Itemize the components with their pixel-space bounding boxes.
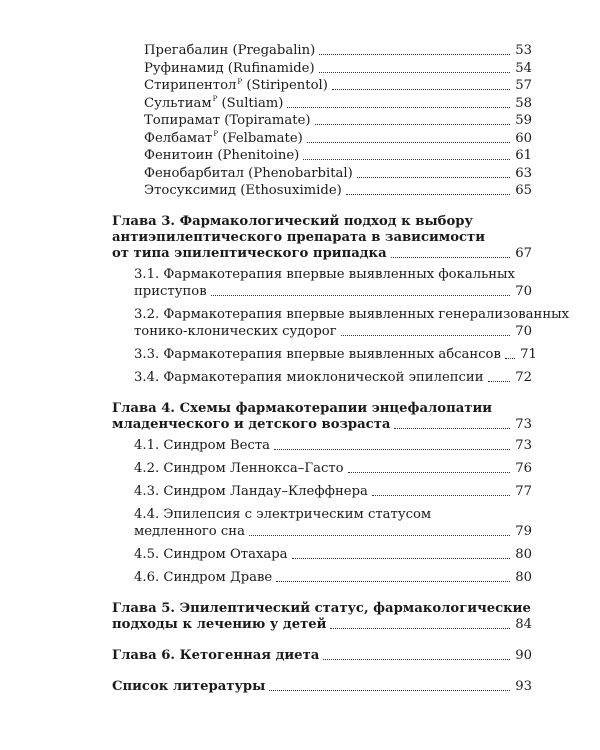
dot-leader: [394, 428, 510, 429]
chapter-title-line: Глава 4. Схемы фармакотерапии энцефалопатии: [112, 401, 493, 416]
dot-leader: [307, 142, 510, 143]
entry-title: Топирамат (Topiramate): [144, 113, 311, 128]
dot-leader: [505, 358, 515, 359]
dot-leader: [346, 194, 510, 195]
page-number: 54: [515, 60, 532, 76]
toc-entry-phenobarbital[interactable]: [144, 165, 532, 182]
page-number: 84: [515, 617, 532, 632]
entry-title: Сультиам$^Р$ (Sultiam): [144, 95, 284, 111]
chapter-title-line: Глава 6. Кетогенная диета: [112, 648, 320, 663]
dot-leader: [292, 558, 510, 559]
section-title: 3.2. Фармакотерапия впервые выявленных генерализованных: [134, 307, 570, 322]
page-number: 79: [515, 524, 532, 539]
section-title: 4.3. Синдром Ландау–Клеффнера: [134, 484, 368, 499]
dot-leader: [274, 449, 510, 450]
section-4-1[interactable]: [134, 437, 532, 454]
chapter-6-heading[interactable]: [112, 648, 532, 664]
section-title-cont: тонико-клонических судорог: [134, 324, 337, 339]
chapter-5: [112, 601, 532, 633]
dot-leader: [211, 295, 510, 296]
page-number: 71: [520, 347, 537, 362]
page-number: 58: [515, 95, 532, 111]
section-title: 4.1. Синдром Веста: [134, 438, 271, 453]
section-4-5[interactable]: [134, 546, 532, 563]
page-number: 61: [515, 148, 532, 163]
dot-leader: [323, 659, 510, 660]
entry-title: Прегабалин (Pregabalin): [144, 43, 316, 58]
dot-leader: [341, 335, 510, 336]
section-title: 4.5. Синдром Отахара: [134, 547, 288, 562]
dot-leader: [372, 495, 510, 496]
page-number: 53: [515, 43, 532, 58]
dot-leader: [249, 535, 510, 536]
page-number: 65: [515, 183, 532, 198]
entry-title: Фелбамат$^Р$ (Felbamate): [144, 130, 303, 146]
dot-leader: [330, 628, 510, 629]
dot-leader: [303, 159, 510, 160]
dot-leader: [269, 690, 510, 691]
section-title: 4.6. Синдром Драве: [134, 570, 273, 585]
section-title: 3.1. Фармакотерапия впервые выявленных фокальных: [134, 267, 515, 282]
chapter-title-line: от типа эпилептического припадка: [112, 246, 387, 261]
toc-entry-felbamate[interactable]: [144, 130, 532, 147]
chapter-4: [112, 401, 532, 586]
dot-leader: [332, 89, 510, 90]
section-3-2[interactable]: [134, 306, 570, 340]
page-number: 72: [515, 370, 532, 385]
toc-entry-sultiam[interactable]: [144, 95, 532, 112]
page-number: 59: [515, 113, 532, 128]
chapter-title-line: младенческого и детского возраста: [112, 417, 391, 432]
toc-entry-ethosuximide[interactable]: [144, 182, 532, 199]
chapter-3-heading[interactable]: [112, 214, 532, 262]
dot-leader: [357, 177, 510, 178]
toc-entry-pregabalin[interactable]: [144, 42, 532, 59]
page-number: 73: [515, 417, 532, 432]
chapter-title-line: антиэпилептического препарата в зависимости: [112, 230, 486, 245]
chapter-5-heading[interactable]: [112, 601, 532, 633]
section-4-6[interactable]: [134, 569, 532, 586]
entry-title: Стирипентол$^Р$ (Stiripentol): [144, 77, 328, 93]
chapter-3: [112, 214, 570, 386]
entry-title: Этосуксимид (Ethosuximide): [144, 183, 342, 198]
dot-leader: [319, 72, 510, 73]
page-number: 60: [515, 130, 532, 146]
registration-mark: Р: [237, 77, 243, 86]
chapter-3-sections: [112, 266, 570, 386]
chapter-title-line: Глава 3. Фармакологический подход к выбору: [112, 214, 473, 229]
section-title-cont: приступов: [134, 284, 207, 299]
section-3-3[interactable]: [134, 346, 537, 363]
references-heading[interactable]: [112, 679, 532, 695]
dot-leader: [315, 124, 510, 125]
chapter-4-sections: [112, 437, 532, 586]
section-title: 3.3. Фармакотерапия впервые выявленных абсансов: [134, 347, 501, 362]
page-number: 76: [515, 461, 532, 476]
section-title: 4.4. Эпилепсия с электрическим статусом: [134, 507, 432, 522]
page-number: 80: [515, 570, 532, 585]
page-number: 70: [515, 284, 532, 299]
toc-entry-rufinamide[interactable]: [144, 60, 532, 77]
chapter-title-line: Глава 5. Эпилептический статус, фармакологические: [112, 601, 531, 616]
page-number: 67: [515, 246, 532, 261]
toc-entry-stiripentol[interactable]: [144, 77, 532, 94]
page-number: 93: [515, 679, 532, 694]
dot-leader: [319, 54, 510, 55]
dot-leader: [276, 581, 510, 582]
dot-leader: [488, 381, 510, 382]
entry-title: Фенитоин (Phenitoine): [144, 148, 300, 163]
toc-entry-phenitoine[interactable]: [144, 147, 532, 164]
dot-leader: [391, 257, 510, 258]
page-number: 80: [515, 547, 532, 562]
page-number: 73: [515, 438, 532, 453]
section-4-3[interactable]: [134, 483, 532, 500]
dot-leader: [348, 472, 510, 473]
section-title-cont: медленного сна: [134, 524, 245, 539]
registration-mark: Р: [213, 130, 219, 139]
section-title: 3.4. Фармакотерапия миоклонической эпилепсии: [134, 370, 484, 385]
toc-entry-topiramate[interactable]: [144, 112, 532, 129]
chapter-title-line: подходы к лечению у детей: [112, 617, 327, 632]
page-number: 77: [515, 484, 532, 499]
section-3-4[interactable]: [134, 369, 532, 386]
page-number: 70: [515, 324, 532, 339]
entry-title: Фенобарбитал (Phenobarbital): [144, 165, 353, 181]
drug-list: [112, 42, 532, 199]
page-number: 90: [515, 648, 532, 663]
references: [112, 679, 532, 695]
section-4-4[interactable]: [134, 506, 532, 540]
entry-title: Руфинамид (Rufinamide): [144, 60, 315, 76]
dot-leader: [287, 107, 510, 108]
section-title: 4.2. Синдром Леннокса–Гасто: [134, 461, 344, 476]
page-number: 57: [515, 78, 532, 93]
table-of-contents: [112, 42, 570, 695]
chapter-6: [112, 648, 532, 664]
page-number: 63: [515, 165, 532, 181]
registration-mark: Р: [212, 95, 218, 104]
section-3-1[interactable]: [134, 266, 532, 300]
section-4-2[interactable]: [134, 460, 532, 477]
chapter-title-line: Список литературы: [112, 679, 266, 694]
chapter-4-heading[interactable]: [112, 401, 532, 433]
